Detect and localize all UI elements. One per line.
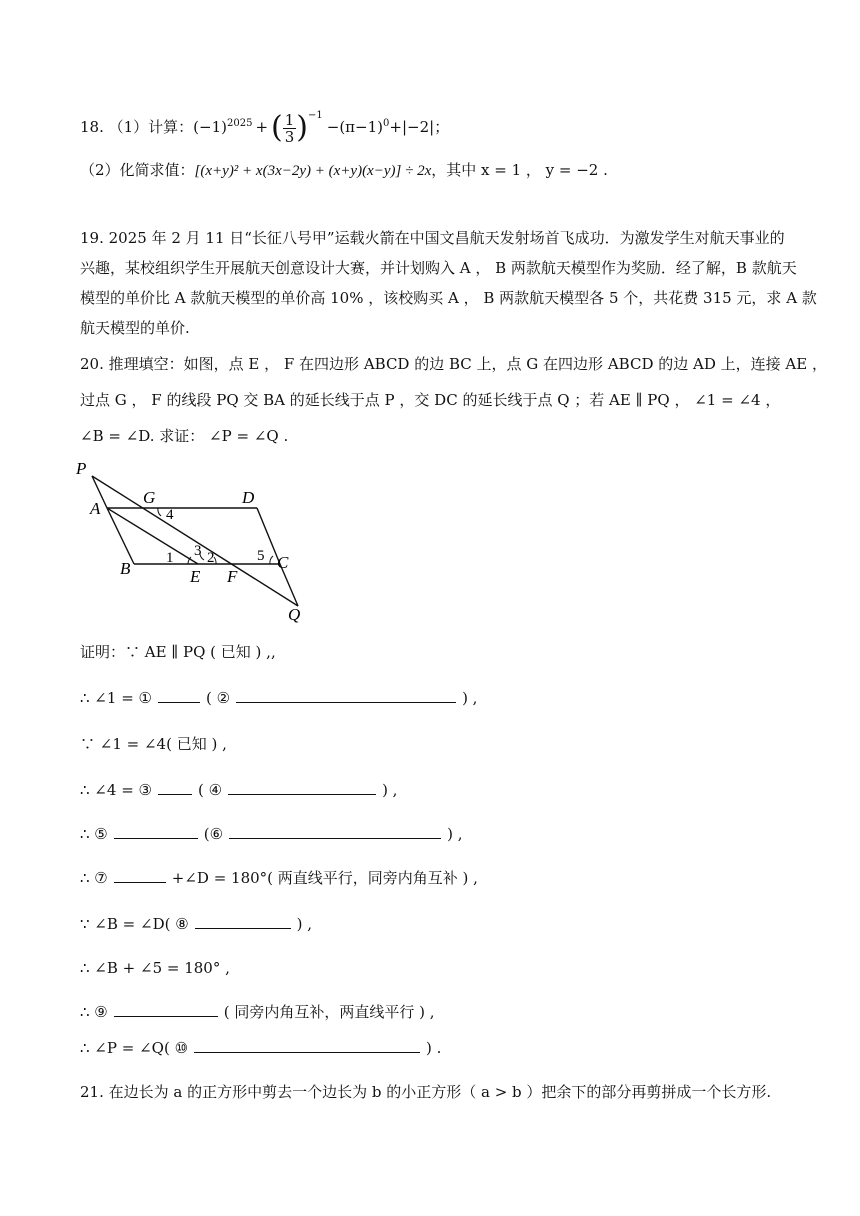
proof-text: ) ,	[447, 825, 463, 843]
answer-blank[interactable]	[236, 686, 456, 703]
q18-part2	[80, 158, 608, 183]
q20-figure	[70, 456, 310, 626]
proof-text: ∴ ⑤	[80, 825, 108, 843]
proof-text: ( ②	[205, 689, 231, 707]
q18-lparen: (	[271, 110, 283, 145]
proof-text: (⑥	[203, 825, 224, 843]
label-angle-2: 2	[207, 550, 215, 566]
q19-line-2: 兴趣，某校组织学生开展航天创意设计大赛，并计划购入 A ， B 两款航天模型作为奖励．经了解，B 款航天	[80, 259, 797, 277]
label-angle-3: 3	[194, 543, 202, 559]
proof-text: ∴ ⑨	[80, 1003, 108, 1021]
q18-part1-label: 18. （1）计算：	[80, 118, 194, 136]
q19-line-1: 19. 2025 年 2 月 11 日“长征八号甲”运载火箭在中国文昌航天发射场首飞成功．为激发学生对航天事业的	[80, 229, 785, 247]
answer-blank[interactable]	[229, 822, 441, 839]
q18-fraction	[283, 112, 297, 145]
q18-term3: −(π−1)	[326, 118, 384, 136]
proof-line	[80, 912, 312, 936]
proof-text: ) .	[426, 1039, 442, 1057]
q18-part2-cond: ，其中 x = 1 ， y = −2 .	[431, 161, 608, 179]
proof-text: ∴ ∠4 = ③	[80, 781, 152, 799]
q18-term2-exp: −1	[308, 110, 323, 121]
q19-line-3: 模型的单价比 A 款航天模型的单价高 10% ，该校购买 A ， B 两款航天模型各 5 个，共花费 315 元，求 A 款	[80, 289, 817, 307]
q18-term3-exp: 0	[383, 118, 390, 129]
proof-text: ∴ ∠P = ∠Q( ⑩	[80, 1039, 189, 1057]
answer-blank[interactable]	[114, 822, 198, 839]
proof-text: ∴ ∠1 = ①	[80, 689, 152, 707]
q18-part2-label: （2）化简求值：	[80, 161, 195, 179]
proof-text: ∵ ∠B = ∠D( ⑧	[80, 915, 189, 933]
answer-blank[interactable]	[228, 778, 376, 795]
proof-text: ( 同旁内角互补，两直线平行 ) ,	[223, 1003, 435, 1021]
proof-line	[80, 866, 478, 890]
label-angle-1: 1	[166, 550, 174, 566]
proof-text: ) ,	[382, 781, 398, 799]
label-d: D	[242, 488, 255, 507]
q18-frac-num: 1	[284, 110, 295, 129]
label-e: E	[190, 567, 201, 586]
answer-blank[interactable]	[158, 686, 200, 703]
label-q: Q	[288, 605, 301, 624]
proof-line	[80, 686, 477, 710]
proof-line	[80, 1036, 441, 1060]
q18-term1-exp: 2025	[227, 118, 253, 129]
proof-text: ∴ ∠B + ∠5 = 180° ,	[80, 959, 230, 977]
proof-line	[80, 822, 462, 846]
label-f: F	[227, 567, 238, 586]
proof-text: +∠D = 180°( 两直线平行，同旁内角互补 ) ,	[171, 869, 478, 887]
proof-line	[80, 956, 230, 980]
q18-term4: +|−2|	[389, 118, 435, 136]
proof-text: ( ④	[197, 781, 223, 799]
proof-line	[80, 778, 397, 802]
q18-part1	[80, 96, 450, 146]
q20-line-1: 20. 推理填空：如图，点 E ， F 在四边形 ABCD 的边 BC 上，点 G 在四边形 ABCD 的边 AD 上，连接 AE ，	[80, 355, 827, 373]
label-c: C	[277, 553, 289, 572]
proof-text: ) ,	[462, 689, 478, 707]
q18-plus: +	[255, 118, 269, 136]
proof-line	[80, 732, 227, 756]
label-g: G	[143, 488, 156, 507]
q18-end: ；	[434, 118, 450, 136]
proof-text: ) ,	[296, 915, 313, 933]
proof-line	[80, 640, 276, 664]
answer-blank[interactable]	[158, 778, 192, 795]
label-angle-4: 4	[166, 507, 174, 523]
q18-part2-expr: [(x+y)² + x(3x−2y) + (x+y)(x−y)] ÷ 2x	[194, 163, 432, 179]
proof-line	[80, 1000, 435, 1024]
q21-line: 21. 在边长为 a 的正方形中剪去一个边长为 b 的小正方形（ a > b ）把余下的部分再剪拼成一个长方形.	[80, 1083, 772, 1101]
q20-line-2: 过点 G ， F 的线段 PQ 交 BA 的延长线于点 P ，交 DC 的延长线于点 Q ；若 AE ∥ PQ ， ∠1 = ∠4 ，	[80, 391, 781, 409]
label-p: P	[76, 459, 87, 478]
proof-text: 证明：∵ AE ∥ PQ ( 已知 ) ,,	[80, 643, 276, 661]
q18-rparen: )	[296, 110, 309, 145]
proof-text: ∴ ⑦	[80, 869, 108, 887]
angle-4-arc	[158, 508, 161, 516]
label-a: A	[90, 499, 101, 518]
answer-blank[interactable]	[114, 1000, 218, 1017]
q19-line-4: 航天模型的单价.	[80, 319, 190, 337]
q18-term1: (−1)	[193, 118, 227, 136]
answer-blank[interactable]	[194, 1036, 420, 1053]
label-b: B	[120, 559, 131, 578]
q20-line-3: ∠B = ∠D. 求证： ∠P = ∠Q .	[80, 427, 289, 445]
q18-frac-den: 3	[284, 127, 295, 146]
proof-text: ∵ ∠1 = ∠4( 已知 ) ,	[80, 735, 227, 753]
answer-blank[interactable]	[195, 912, 291, 929]
angle-5-arc	[270, 556, 273, 564]
answer-blank[interactable]	[114, 866, 166, 883]
label-angle-5: 5	[257, 548, 265, 564]
